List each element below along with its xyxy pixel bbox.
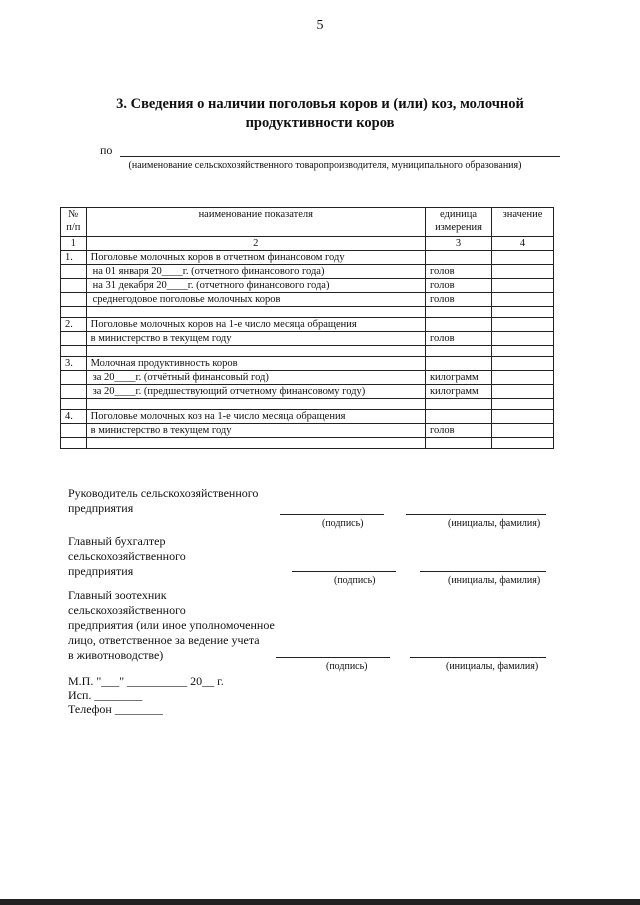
- title-line-1: 3. Сведения о наличии поголовья коров и (или) коз, молочной: [116, 96, 524, 112]
- table-row: [61, 371, 554, 385]
- row-unit: [425, 357, 491, 371]
- row-unit: килограмм: [425, 385, 491, 399]
- row-unit: [425, 251, 491, 265]
- row-value-cell[interactable]: [492, 251, 554, 265]
- row-num: [61, 279, 87, 293]
- col-number-3: 3: [425, 237, 491, 251]
- row-num: [61, 265, 87, 279]
- table-row: [61, 357, 554, 371]
- zootech-sign-caption: (подпись): [326, 661, 368, 672]
- head-sign-line[interactable]: [280, 514, 384, 515]
- producer-blank-line: [120, 156, 560, 157]
- row-label: Поголовье молочных коров на 1-е число месяца обращения: [86, 318, 425, 332]
- table-row: [61, 251, 554, 265]
- table-row: [61, 424, 554, 438]
- row-num: 3.: [61, 357, 87, 371]
- head-sign-caption: (подпись): [322, 518, 364, 529]
- row-label: Поголовье молочных коз на 1-е число месяца обращения: [86, 410, 425, 424]
- spacer-row: [61, 399, 554, 410]
- row-label: за 20____г. (предшествующий отчетному финансовому году): [86, 385, 425, 399]
- row-num: [61, 385, 87, 399]
- table-header-row: [61, 208, 554, 237]
- row-unit: голов: [425, 332, 491, 346]
- row-num: 2.: [61, 318, 87, 332]
- spacer-row: [61, 438, 554, 449]
- row-value-cell[interactable]: [492, 410, 554, 424]
- row-unit: голов: [425, 279, 491, 293]
- col-number-4: 4: [492, 237, 554, 251]
- accountant-sign-caption: (подпись): [334, 575, 376, 586]
- head-signature-label: Руководитель сельскохозяйственного предприятия: [68, 486, 259, 515]
- col-number-2: 2: [86, 237, 425, 251]
- table-row: [61, 279, 554, 293]
- row-num: 4.: [61, 410, 87, 424]
- section-title: [40, 95, 600, 133]
- table-row: [61, 293, 554, 307]
- row-num: [61, 424, 87, 438]
- table-row: [61, 385, 554, 399]
- row-value-cell[interactable]: [492, 357, 554, 371]
- phone-line: Телефон ________: [68, 702, 163, 716]
- header-indicator: наименование показателя: [86, 208, 425, 237]
- row-value-cell[interactable]: [492, 371, 554, 385]
- table-row: [61, 332, 554, 346]
- zootech-signature-label: Главный зоотехник сельскохозяйственного предприятия (или иное уполномоченное лицо, ответственное за ведение учета в животноводстве): [68, 588, 275, 662]
- table-row: [61, 265, 554, 279]
- header-num: № п/п: [61, 208, 87, 237]
- row-label: в министерство в текущем году: [86, 424, 425, 438]
- producer-field: [100, 143, 560, 158]
- row-num: [61, 332, 87, 346]
- table-row: [61, 410, 554, 424]
- row-value-cell[interactable]: [492, 279, 554, 293]
- row-label: среднегодовое поголовье молочных коров: [86, 293, 425, 307]
- row-value-cell[interactable]: [492, 424, 554, 438]
- head-name-caption: (инициалы, фамилия): [448, 518, 541, 529]
- row-value-cell[interactable]: [492, 385, 554, 399]
- row-label: на 01 января 20____г. (отчетного финансового года): [86, 265, 425, 279]
- scan-edge: [0, 899, 640, 905]
- executor-line: Исп. ________: [68, 688, 143, 702]
- row-unit: голов: [425, 265, 491, 279]
- stamp-date-line: М.П. "___" __________ 20__ г.: [68, 674, 224, 688]
- head-name-line[interactable]: [406, 514, 546, 515]
- row-num: 1.: [61, 251, 87, 265]
- zootech-name-caption: (инициалы, фамилия): [446, 661, 539, 672]
- producer-hint: (наименование сельскохозяйственного товаропроизводителя, муниципального образования): [128, 160, 522, 171]
- row-unit: голов: [425, 293, 491, 307]
- row-label: в министерство в текущем году: [86, 332, 425, 346]
- row-num: [61, 293, 87, 307]
- header-value: значение: [492, 208, 554, 237]
- accountant-name-line[interactable]: [420, 571, 546, 572]
- accountant-sign-line[interactable]: [292, 571, 396, 572]
- column-number-row: [61, 237, 554, 251]
- row-label: за 20____г. (отчётный финансовый год): [86, 371, 425, 385]
- accountant-signature-label: Главный бухгалтер сельскохозяйственного предприятия: [68, 534, 186, 578]
- row-label: Молочная продуктивность коров: [86, 357, 425, 371]
- spacer-row: [61, 346, 554, 357]
- zootech-sign-line[interactable]: [276, 657, 390, 658]
- row-value-cell[interactable]: [492, 318, 554, 332]
- header-unit: единица измерения: [425, 208, 491, 237]
- spacer-row: [61, 307, 554, 318]
- row-value-cell[interactable]: [492, 293, 554, 307]
- row-unit: килограмм: [425, 371, 491, 385]
- table-row: [61, 318, 554, 332]
- row-value-cell[interactable]: [492, 265, 554, 279]
- row-unit: [425, 318, 491, 332]
- row-label: Поголовье молочных коров в отчетном финансовом году: [86, 251, 425, 265]
- row-value-cell[interactable]: [492, 332, 554, 346]
- accountant-name-caption: (инициалы, фамилия): [448, 575, 541, 586]
- row-label: на 31 декабря 20____г. (отчетного финансового года): [86, 279, 425, 293]
- col-number-1: 1: [61, 237, 87, 251]
- po-label: по: [100, 143, 113, 157]
- livestock-table: [60, 207, 554, 449]
- row-unit: [425, 410, 491, 424]
- zootech-name-line[interactable]: [410, 657, 546, 658]
- title-line-2: продуктивности коров: [245, 115, 395, 131]
- row-unit: голов: [425, 424, 491, 438]
- page-number: 5: [316, 18, 324, 33]
- row-num: [61, 371, 87, 385]
